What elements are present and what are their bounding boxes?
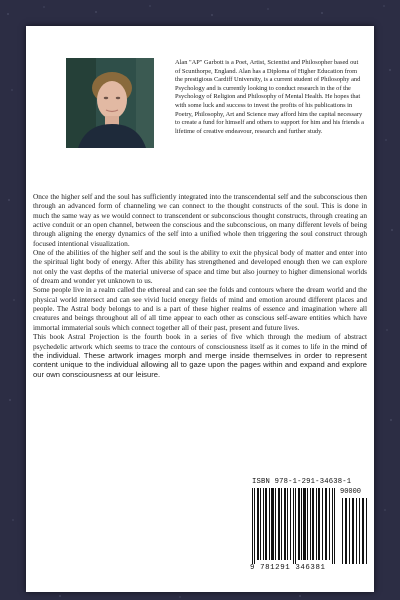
barcode-addon-digits: 90000 <box>340 488 362 496</box>
description-paragraph: Some people live in a realm called the ethereal and can see the folds and contours where the dream world and the physical world intersect and can see vivid lucid energy fields of mind and emotion around different places and people. The Astral body belongs to and is a part of these higher realms of essence and imagination where all creatures and beings throughout all of all time appear to each other as conscious self-aware entities which have immortal immaterial souls which connect together all of their past, present and future lives. <box>33 285 367 332</box>
barcode-digits: 9 781291 346381 <box>250 564 326 572</box>
barcode-image <box>250 488 372 566</box>
author-bio: Alan "AP" Garbott is a Poet, Artist, Scientist and Philosopher based out of Scunthorpe, England. Alan has a Diploma of Higher Education from the prestigious Cardiff University, is a current student of Philosophy and Psychology and is currently looking to conduct research in the of the Psychology of Religion and Philosophy of Mental Health. He hopes that with some luck and success to invest the profits of his publications in Poetry, Philosophy, Art and Science may afford him the capital necessary to create a fund for himself and others to support for him and his friends a lifetime of creative endeavour, research and further study. <box>175 59 365 135</box>
description-paragraph-last <box>33 332 367 379</box>
description-paragraph: Once the higher self and the soul has sufficiently integrated into the transcendental self and the subconscious then through an advanced form of channeling we can connect to the thought constructs of the soul. This is done in much the same way as we would connect to transcendent or subconscious thought constructs, through creating an active conduit or an open channel, between the conscious and the subconscious, on many different levels of being through aligning the energy dynamics of the self into a unified whole then triggering the soul construct through focused intentional visualization. <box>33 192 367 248</box>
last-paragraph-serif: This book Astral Projection is the fourth book in a series of five which through the medium of abstract psychedelic artwork which seems to trace the contours of consciousness itself as it comes to life in the <box>33 332 367 351</box>
description-text <box>33 192 367 379</box>
isbn-barcode-block <box>250 478 372 574</box>
description-paragraph: One of the abilities of the higher self and the soul is the ability to exit the physical body of matter and enter into the spiritual light body of energy. After this ability has strengthened and developed enough then we can explore not only the vast depths of the material universe of space and time but also journey to higher dimensional worlds of dream and wonder yet unknown to us. <box>33 248 367 286</box>
last-paragraph-sans: mind of the individual. These artwork images morph and merge inside themselves in order to represent content unique to the individual allowing all to gaze upon the pages within and expand and explore our own consciousness at our leisure. <box>33 341 368 379</box>
author-photo <box>66 58 154 148</box>
back-cover-panel <box>26 26 374 592</box>
isbn-label: ISBN 978-1-291-34638-1 <box>252 478 352 486</box>
